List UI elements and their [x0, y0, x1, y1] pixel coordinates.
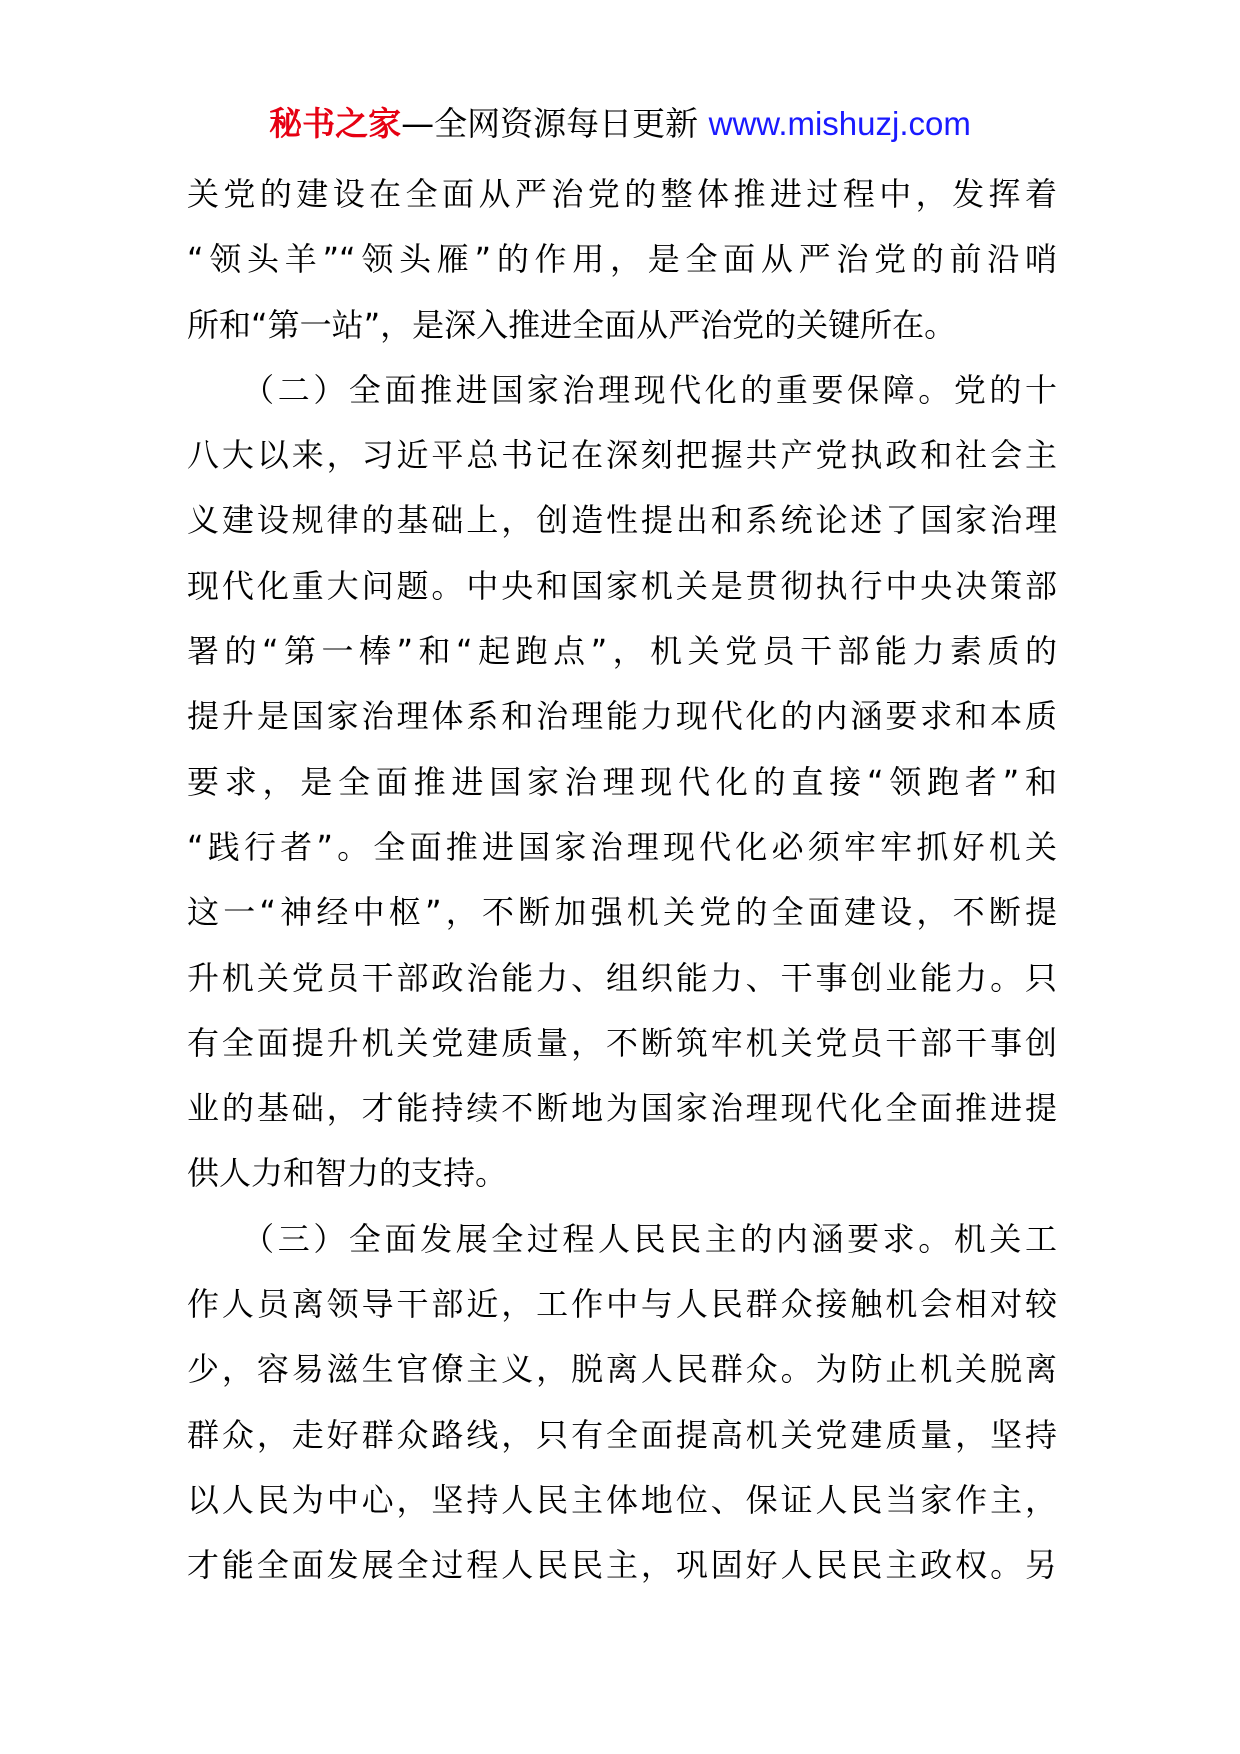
page-header — [0, 100, 1240, 148]
text-line: “践行者”。全面推进国家治理现代化必须牢牢抓好机关 — [187, 827, 1057, 866]
text-line: 要求，是全面推进国家治理现代化的直接“领跑者”和 — [187, 762, 1057, 801]
text-line: “领头羊”“领头雁”的作用，是全面从严治党的前沿哨 — [187, 240, 1057, 279]
site-tagline: —全网资源每日更新 — [401, 104, 709, 143]
text-line: 关党的建设在全面从严治党的整体推进过程中，发挥着 — [187, 175, 1057, 213]
text-line: 群众，走好群众路线，只有全面提高机关党建质量，坚持 — [187, 1415, 1057, 1454]
text-line: 业的基础，才能持续不断地为国家治理现代化全面推进提 — [187, 1089, 1057, 1128]
site-brand: 秘书之家 — [269, 104, 402, 143]
text-line: 以人民为中心，坚持人民主体地位、保证人民当家作主， — [187, 1480, 1057, 1519]
section-heading-line: （三）全面发展全过程人民民主的内涵要求。机关工 — [187, 1219, 1057, 1258]
text-line: 署的“第一棒”和“起跑点”，机关党员干部能力素质的 — [187, 632, 1057, 671]
text-line: 作人员离领导干部近，工作中与人民群众接触机会相对较 — [187, 1285, 1057, 1324]
text-line: 八大以来，习近平总书记在深刻把握共产党执政和社会主 — [187, 436, 1057, 475]
text-line: 提升是国家治理体系和治理能力现代化的内涵要求和本质 — [187, 697, 1057, 736]
section-heading-line: （二）全面推进国家治理现代化的重要保障。党的十 — [187, 370, 1057, 409]
paragraph-end-line: 供人力和智力的支持。 — [187, 1154, 508, 1193]
text-line: 有全面提升机关党建质量，不断筑牢机关党员干部干事创 — [187, 1023, 1057, 1062]
paragraph-end-line: 所和“第一站”，是深入推进全面从严治党的关键所在。 — [187, 305, 957, 344]
text-line: 这一“神经中枢”，不断加强机关党的全面建设，不断提 — [187, 893, 1057, 932]
text-line: 少，容易滋生官僚主义，脱离人民群众。为防止机关脱离 — [187, 1350, 1057, 1389]
text-line: 现代化重大问题。中央和国家机关是贯彻执行中央决策部 — [187, 566, 1057, 605]
text-line: 升机关党员干部政治能力、组织能力、干事创业能力。只 — [187, 958, 1057, 997]
text-line: 才能全面发展全过程人民民主，巩固好人民民主政权。另 — [187, 1546, 1057, 1585]
site-url-link[interactable]: www.mishuzj.com — [708, 105, 971, 142]
text-line: 义建设规律的基础上，创造性提出和系统论述了国家治理 — [187, 501, 1057, 540]
document-body — [187, 162, 1057, 1599]
